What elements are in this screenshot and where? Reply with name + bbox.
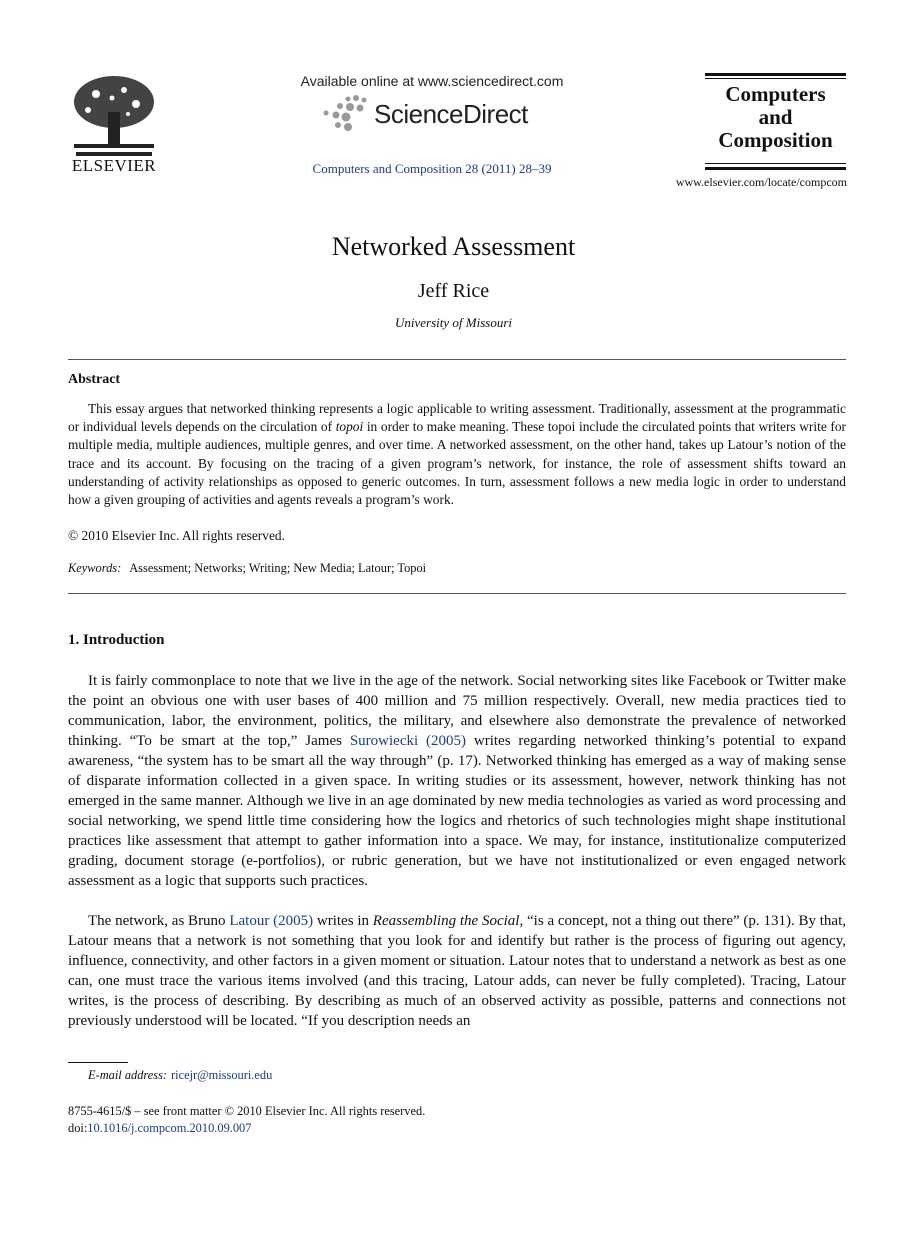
journal-title-line: Composition <box>718 128 833 152</box>
masthead-rule-bottom <box>705 167 846 170</box>
footnote-email <box>88 1068 272 1083</box>
platform-name: ScienceDirect <box>374 99 528 129</box>
elsevier-tree-icon <box>66 72 162 156</box>
divider <box>68 593 846 594</box>
sciencedirect-logo[interactable] <box>318 93 548 135</box>
email-label: E-mail address: <box>88 1068 168 1082</box>
paper-title: Networked Assessment <box>331 232 576 261</box>
elsevier-logo <box>66 72 162 176</box>
sciencedirect-dots-icon <box>318 93 372 135</box>
journal-title-line: and <box>758 105 793 129</box>
author-affiliation: University of Missouri <box>395 315 512 330</box>
available-online-text[interactable]: Available online at www.sciencedirect.com <box>300 73 564 89</box>
keywords-label: Keywords: <box>68 561 122 575</box>
keywords <box>68 561 426 576</box>
masthead-rule-top <box>705 73 846 76</box>
abstract-heading: Abstract <box>68 372 121 387</box>
journal-masthead <box>705 73 846 171</box>
masthead-rule-bottom-thin <box>705 163 846 164</box>
abstract-text: This essay argues that networked thinking represents a logic applicable to writing assessment. Traditionally, assessment at the programmatic or individual levels depends on the circulation of topoi in order to make meaning. These topoi include the circulated points that writers write for multiple media, multiple audiences, multiple genres, and over time. A networked assessment, on the other hand, takes up Latour’s notion of the trace and its account. By focusing on the tracing of a given program’s network, for instance, the role of assessment shifts toward an understanding of activity relationships as opposed to generic outcomes. In turn, assessment follows a new media logic in order to understand how a given grouping of activities and agents reveals a program’s work. <box>68 401 846 508</box>
journal-url[interactable]: www.elsevier.com/locate/compcom <box>675 175 847 189</box>
citation-link[interactable]: Surowiecki (2005) <box>349 733 467 749</box>
author-name[interactable]: Jeff Rice <box>417 280 490 302</box>
journal-reference-link[interactable]: Computers and Composition 28 (2011) 28–39 <box>312 161 552 176</box>
doi-line: doi:10.1016/j.compcom.2010.09.007 <box>68 1121 252 1135</box>
masthead-rule-top-thin <box>705 78 846 79</box>
email-link[interactable]: ricejr@missouri.edu <box>171 1068 273 1082</box>
issn-line: 8755-4615/$ – see front matter © 2010 Elsevier Inc. All rights reserved. <box>68 1104 426 1118</box>
section-heading: 1. Introduction <box>68 632 165 648</box>
citation-link[interactable]: Latour (2005) <box>229 913 314 929</box>
footnote-rule <box>68 1062 128 1063</box>
abstract-copyright: © 2010 Elsevier Inc. All rights reserved. <box>68 528 285 543</box>
keywords-list: Assessment; Networks; Writing; New Media; Latour; Topoi <box>129 561 427 575</box>
publisher-name: ELSEVIER <box>71 156 157 175</box>
divider <box>68 359 846 360</box>
journal-title-line: Computers <box>725 82 826 106</box>
doi-link[interactable]: 10.1016/j.compcom.2010.09.007 <box>87 1121 252 1135</box>
body-paragraph: The network, as Bruno Latour (2005) writes in Reassembling the Social, “is a concept, not a thing out there” (p. 131). By that, Latour means that a network is not something that you look for and identify but rather is the process of figuring out agency, influence, connectivity, and other factors in a given moment or situation. Latour notes that to understand a network as best as one can, one must trace the various items involved (and this tracing, Latour adds, can never be fully completed). Tracing, Latour writes, is the process of describing. By describing as much of an observed activity as possible, patterns and connections not previously understood will be located. “If you description needs an <box>68 913 847 1029</box>
body-paragraph: It is fairly commonplace to note that we live in the age of the network. Social networking sites like Facebook or Twitter make the point an obvious one with user bases of 400 million and 75 million respectively. Overall, new media practices tied to communication, labor, the environment, politics, the military, and elsewhere also demonstrate the prevalence of networked thinking. “To be smart at the top,” James Surowiecki (2005) writes regarding networked thinking’s potential to expand awareness, “the system has to be smart all the way through” (p. 17). Networked thinking has emerged as a way of making sense of disparate information collected in a given space. In writing studies or its assessment, however, network thinking has not emerged in the same manner. Although we live in an age dominated by new media technologies as varied as word processing and social networking, we spend little time considering how the logics and rhetorics of such technologies might shape institutional practices like assessment that attempt to gather information into a space. We may, for instance, institutionalize computerized grading, document storage (e-portfolios), or rubric generation, but we have not institutionalized or even engaged network assessment as a logic that supports such practices. <box>68 673 846 889</box>
journal-title <box>705 83 846 152</box>
